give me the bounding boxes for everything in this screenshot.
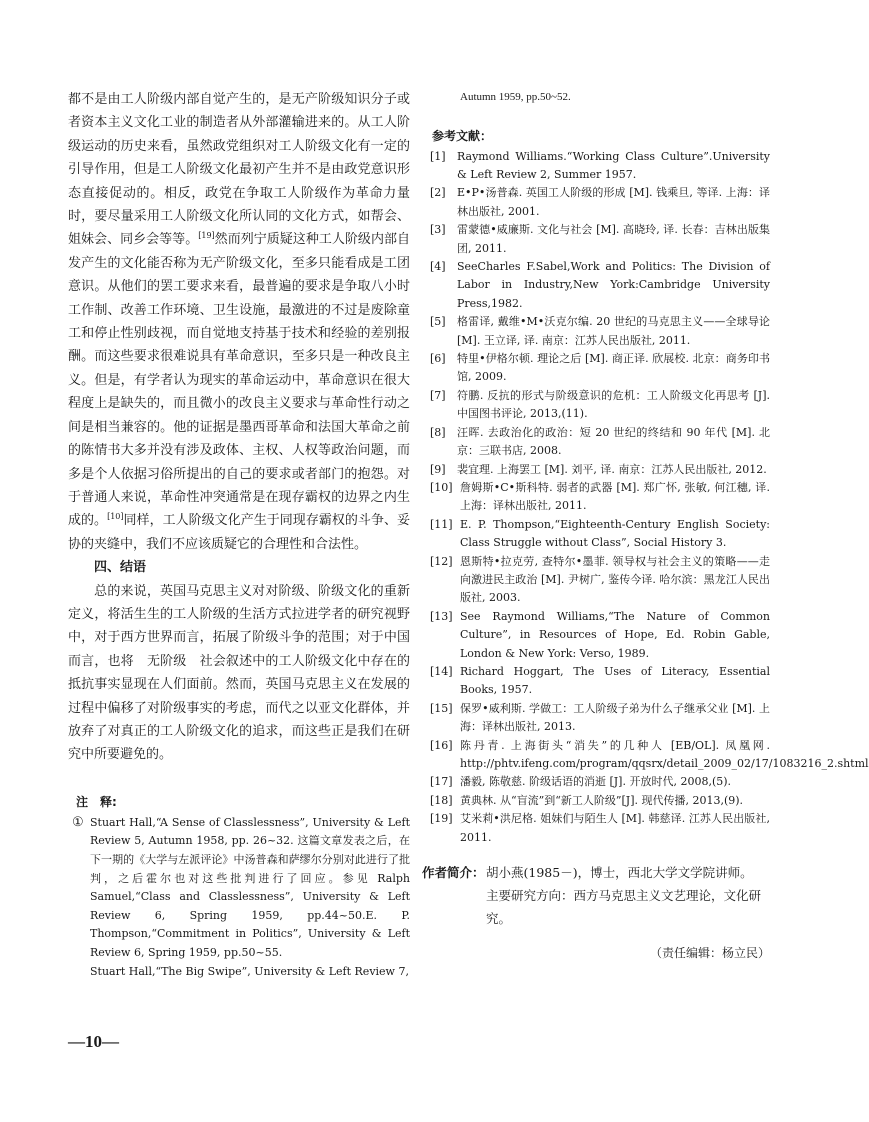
reference-item (430, 148, 770, 185)
reference-item (430, 792, 770, 810)
reference-text: SeeCharles F.Sabel,Work and Politics: The Division of Labor in Industry,New York:Cambridge University Press,1982. (457, 260, 770, 310)
reference-number: [18] (430, 793, 453, 807)
reference-text: 格雷译, 戴维•M•沃克尔编. 20 世纪的马克思主义——全球导论 [M]. 王立译, 译. 南京：江苏人民出版社, 2011. (457, 315, 770, 347)
reference-item (430, 350, 770, 387)
reference-number: [15] (430, 701, 453, 715)
reference-text: 潘毅, 陈敬慈. 阶级话语的消逝 [J]. 开放时代, 2008,(5). (460, 775, 732, 789)
author-bio (422, 861, 770, 930)
reference-number: [14] (430, 664, 453, 678)
reference-item (430, 608, 770, 663)
note-continuation-line: Autumn 1959, pp.50~52. (460, 91, 571, 103)
reference-item (430, 663, 770, 700)
citation-19: [19] (198, 231, 215, 241)
reference-number: [3] (430, 223, 446, 237)
reference-item (430, 313, 770, 350)
reference-text: 詹姆斯•C•斯科特. 弱者的武器 [M]. 郑广怀, 张敏, 何江穗, 译. 上海：译林出版社, 2011. (460, 480, 770, 513)
author-text-1: 胡小燕(1985－)，博士，西北大学文学院讲师。 (486, 865, 753, 881)
conclusion-paragraph (68, 580, 410, 767)
reference-item (430, 258, 770, 313)
reference-number: [16] (430, 738, 453, 752)
notes-heading: 注 释: (76, 794, 117, 809)
reference-number: [8] (430, 425, 446, 439)
reference-text: 特里•伊格尔顿. 理论之后 [M]. 商正译. 欣展校. 北京：商务印书馆, 2009. (457, 352, 770, 384)
body-text-1b: 然而列宁质疑这种工人阶级内部自发产生的文化能否称为无产阶级文化，至多只能看成是工团意识。从他们的罢工要求来看，最普遍的要求是争取八小时工作制、改善工作环境、卫生设施，最激进的不过是废除童工和停止性别歧视，而自觉地支持基于技术和经验的差别报酬。而这些要求很难说具有革命意识，至多只是一种改良主义。但是，有学者认为现实的革命运动中，革命意识在很大程度上是缺失的，而且微小的改良主义要求与革命性行动之间是相当兼容的。他的证据是墨西哥革命和法国大革命之前的陈情书大多并没有涉及政体、主权、人权等政治问题，而多是个人依据习俗所提出的自己的要求或者部门的抱怨。对于普通人来说，革命性冲突通常是在现存霸权的边界之内生成的。 (68, 232, 410, 529)
reference-text: 符鹏. 反抗的形式与阶级意识的危机：工人阶级文化再思考 [J]. 中国图书评论, 2013,(11). (457, 388, 770, 421)
author-line (430, 884, 770, 930)
reference-item (430, 553, 770, 608)
reference-item (430, 737, 869, 774)
note-marker: ① (72, 814, 84, 830)
reference-text: 保罗•威利斯. 学做工：工人阶级子弟为什么子继承父业 [M]. 上海：译林出版社, 2013. (460, 701, 770, 734)
note-continuation: Stuart Hall,“The Big Swipe”, University & Left Review 7, (90, 964, 409, 978)
note-text: Stuart Hall,“A Sense of Classlessness”, University & Left Review 5, Autumn 1958, pp. 26~32. 这篇文章发表之后，在下一期的《大学与左派评论》中汤普森和萨缪尔分别对此进行了批判，之后霍尔也对这些批判进行了回应。参见 Ralph Samuel,“Class and Classlessness”, University & Left Review 6, Spring 1959, pp.44~50.E. P. Thompson,“Commitment in Politics”, University & Left Review 6, Spring 1959, pp.50~55. (90, 815, 410, 959)
reference-item (430, 810, 770, 847)
reference-number: [5] (430, 315, 446, 329)
reference-number: [2] (430, 186, 446, 200)
reference-text: 黄典林. 从“盲流”到“新工人阶级”[J]. 现代传播, 2013,(9). (460, 793, 744, 807)
reference-text: 艾米莉•洪尼格. 姐妹们与陌生人 [M]. 韩慈译. 江苏人民出版社, 2011. (460, 812, 770, 844)
reference-text: 汪晖. 去政治化的政治：短 20 世纪的终结和 90 年代 [M]. 北京：三联书店, 2008. (457, 425, 770, 458)
body-text-1c: 同样，工人阶级文化产生于同现存霸权的斗争、妥协的夹缝中，我们不应该质疑它的合理性和合法性。 (68, 513, 410, 552)
reference-number: [13] (430, 609, 453, 623)
reference-item (430, 479, 770, 516)
reference-text: See Raymond Williams,“The Nature of Common Culture”, in Resources of Hope, Ed. Robin Gable, London & New York: Verso, 1989. (460, 609, 770, 660)
reference-text: 雷蒙德•威廉斯. 文化与社会 [M]. 高晓玲, 译. 长春：吉林出版集团, 2011. (457, 223, 770, 255)
reference-number: [19] (430, 812, 453, 826)
reference-number: [6] (430, 352, 446, 366)
reference-list (430, 148, 869, 847)
reference-item (430, 461, 770, 479)
citation-10: [10] (107, 512, 124, 522)
reference-number: [17] (430, 775, 453, 789)
reference-text: 恩斯特•拉克劳, 查特尔•墨菲. 领导权与社会主义的策略——走向激进民主政治 [M]. 尹树广, 鉴传今译. 哈尔滨：黑龙江人民出版社, 2003. (460, 554, 770, 605)
reference-number: [12] (430, 554, 453, 568)
reference-item (430, 184, 770, 221)
reference-text: 陈丹青. 上海街头“消失”的几种人 [EB/OL]. 凤凰网. http://phtv.ifeng.com/program/qqsrx/detail_2009_02/17/1083216_2.shtml (460, 738, 869, 770)
section-heading: 四、结语 (94, 560, 147, 576)
reference-item (430, 387, 770, 424)
note-item (68, 814, 410, 963)
author-text-2: 主要研究方向：西方马克思主义文艺理论，文化研究。 (486, 888, 762, 927)
responsible-editor: （责任编辑：杨立民） (649, 946, 770, 961)
reference-text: E•P•汤普森. 英国工人阶级的形成 [M]. 钱乘旦, 等译. 上海：译林出版社, 2001. (457, 186, 770, 218)
page-number: —10— (68, 1032, 119, 1051)
reference-item (430, 700, 770, 737)
reference-item (430, 516, 770, 553)
reference-item (430, 424, 770, 461)
reference-text: Raymond Williams.“Working Class Culture”.University & Left Review 2, Summer 1957. (457, 149, 770, 181)
body-paragraph (68, 88, 410, 556)
reference-number: [4] (430, 260, 446, 274)
reference-text: 裴宜理. 上海罢工 [M]. 刘平, 译. 南京：江苏人民出版社, 2012. (457, 462, 767, 476)
reference-text: E. P. Thompson,“Eighteenth-Century English Society: Class Struggle without Class”, Social History 3. (460, 517, 770, 550)
author-line (422, 861, 770, 884)
references-heading: 参考文献： (432, 128, 493, 143)
reference-item (430, 221, 770, 258)
right-column (422, 88, 869, 961)
reference-number: [7] (430, 388, 446, 402)
reference-number: [11] (430, 517, 453, 531)
reference-number: [10] (430, 480, 453, 494)
reference-number: [1] (430, 149, 446, 163)
reference-text: Richard Hoggart, The Uses of Literacy, Essential Books, 1957. (460, 664, 770, 697)
reference-number: [9] (430, 462, 446, 476)
author-label: 作者简介： (422, 865, 485, 881)
conclusion-text: 总的来说，英国马克思主义对对阶级、阶级文化的重新定义，将活生生的工人阶级的生活方式拉进学者的研究视野中，对于西方世界而言，拓展了阶级斗争的范围；对于中国而言，也将 无阶级 社会叙述中的工人阶级文化中存在的抵抗事实显现在人们面前。然而，英国马克思主义在发展的过程中偏移了对阶级事实的考虑，而代之以亚文化群体，并放弃了对真正的工人阶级文化的追求，而这些正是我们在研究中所要避免的。 (68, 583, 410, 763)
left-column (68, 88, 410, 981)
body-text-1: 都不是由工人阶级内部自觉产生的，是无产阶级知识分子或者资本主义文化工业的制造者从外部灌输进来的。从工人阶级运动的历史来看，虽然政党组织对工人阶级文化有一定的引导作用，但是工人阶级文化最初产生并不是由政党意识形态直接促动的。相反，政党在争取工人阶级作为革命力量时，要尽量采用工人阶级文化所认同的文化方式，如帮会、姐妹会、同乡会等等。 (68, 92, 410, 248)
reference-item (430, 773, 770, 791)
